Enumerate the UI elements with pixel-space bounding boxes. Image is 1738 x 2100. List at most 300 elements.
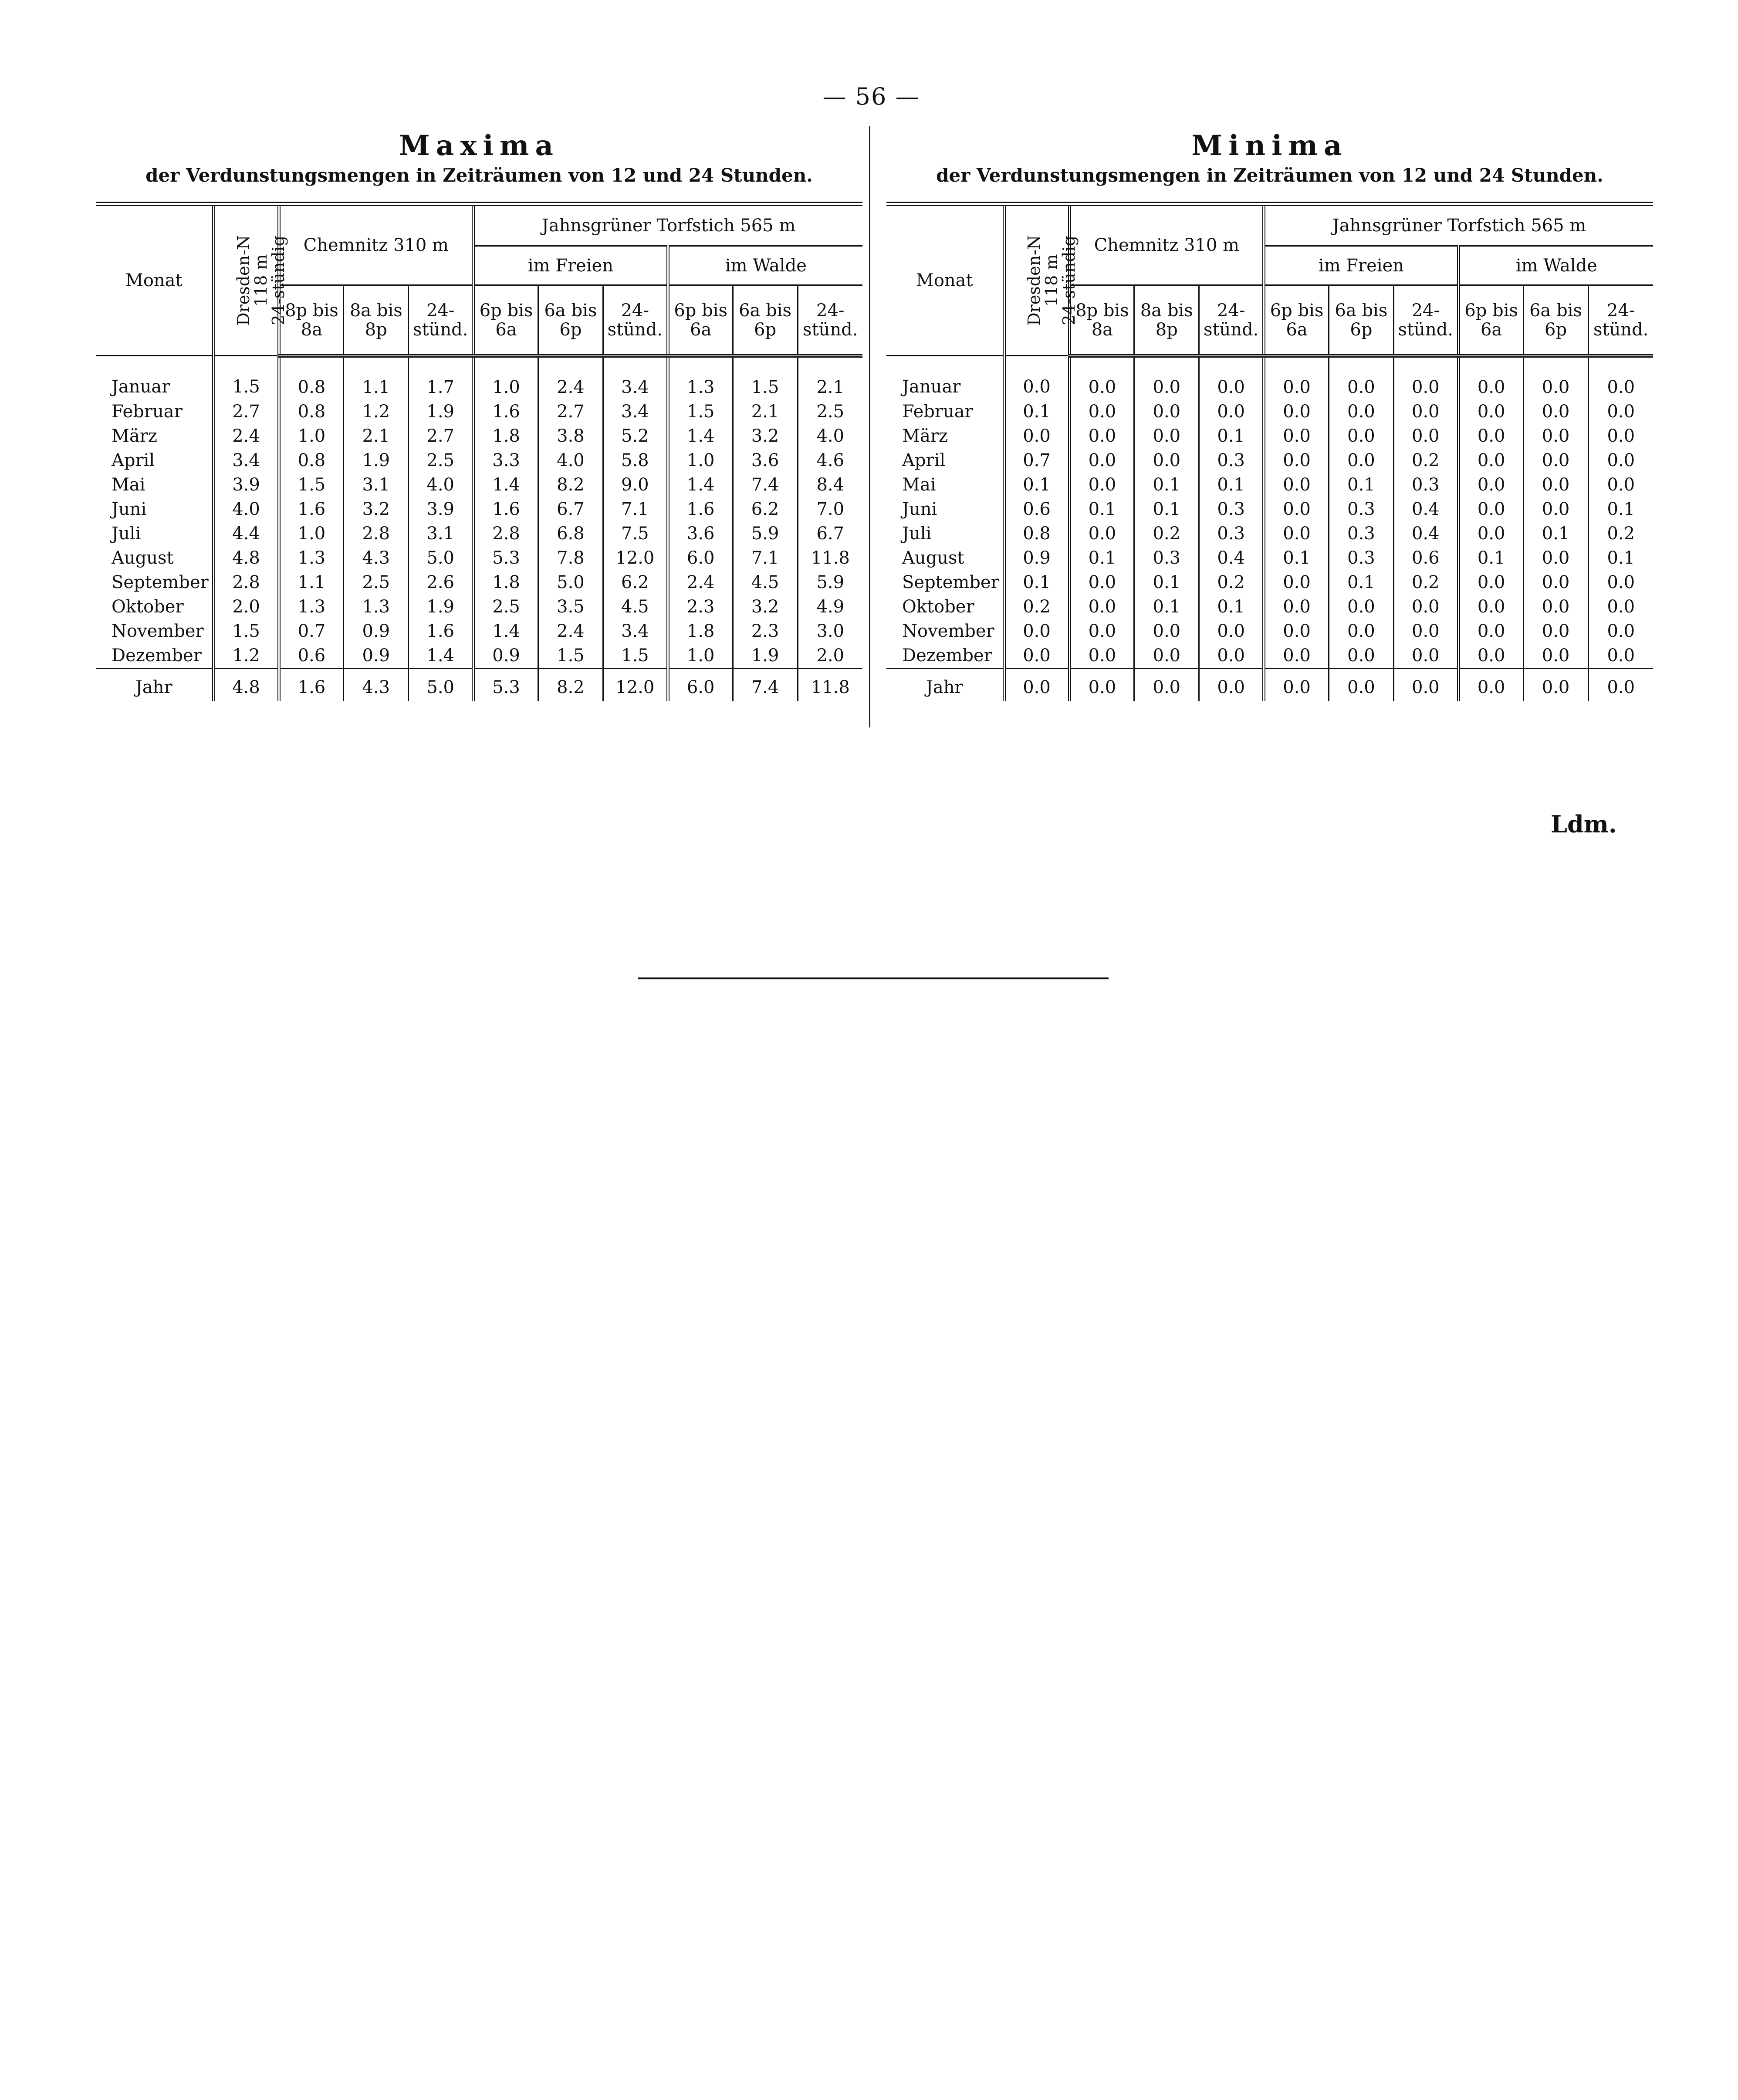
sub-header: 6p bis 6a <box>668 285 733 356</box>
table-row <box>96 595 862 619</box>
value-cell: 3.6 <box>668 521 733 546</box>
value-cell: 0.0 <box>1588 643 1653 669</box>
value-cell: 2.8 <box>213 570 279 595</box>
value-cell: 1.8 <box>473 424 538 448</box>
value-cell: 7.0 <box>798 497 862 521</box>
sub-header: 6p bis 6a <box>1264 285 1329 356</box>
value-cell: 2.4 <box>213 424 279 448</box>
value-cell: 0.0 <box>1523 619 1588 643</box>
value-cell: 3.6 <box>733 448 798 473</box>
header-im-walde: im Walde <box>1458 246 1653 285</box>
month-cell: Februar <box>902 401 973 422</box>
value-cell: 0.0 <box>1264 595 1329 619</box>
value-cell: 0.0 <box>1264 448 1329 473</box>
value-cell: 0.0 <box>1199 399 1264 424</box>
table-row <box>886 595 1653 619</box>
value-cell: 2.0 <box>213 595 279 619</box>
value-cell: 1.4 <box>473 473 538 497</box>
value-cell: 1.5 <box>603 643 668 669</box>
header-dresden-line2: 118 m <box>251 254 271 307</box>
value-cell: 4.8 <box>213 546 279 570</box>
value-cell: 3.4 <box>603 619 668 643</box>
sub-header: 24-stünd. <box>1393 285 1458 356</box>
value-cell: 0.8 <box>1004 521 1069 546</box>
value-cell: 0.0 <box>1329 668 1394 701</box>
header-im-freien: im Freien <box>473 246 668 285</box>
value-cell: 0.9 <box>1004 546 1069 570</box>
value-cell: 3.2 <box>344 497 409 521</box>
value-cell: 0.0 <box>1004 356 1069 399</box>
value-cell: 0.0 <box>1588 619 1653 643</box>
value-cell: 4.9 <box>798 595 862 619</box>
sub-header: 8a bis 8p <box>1134 285 1199 356</box>
header-dresden-line1: Dresden-N <box>233 235 253 326</box>
value-cell: 0.0 <box>1588 473 1653 497</box>
sub-header: 24-stünd. <box>1199 285 1264 356</box>
sub-header: 24-stünd. <box>1588 285 1653 356</box>
value-cell: 2.1 <box>733 399 798 424</box>
value-cell: 4.5 <box>733 570 798 595</box>
signature: Ldm. <box>1551 810 1617 838</box>
value-cell: 0.0 <box>1264 643 1329 669</box>
value-cell: 0.0 <box>1523 473 1588 497</box>
value-cell: 5.9 <box>733 521 798 546</box>
value-cell: 3.2 <box>733 424 798 448</box>
maxima-title: Maxima <box>399 129 559 162</box>
table-row <box>96 570 862 595</box>
value-cell: 0.0 <box>1329 643 1394 669</box>
value-cell: 0.4 <box>1199 546 1264 570</box>
sub-header: 6p bis 6a <box>473 285 538 356</box>
value-cell: 1.4 <box>668 473 733 497</box>
value-cell: 1.9 <box>409 595 473 619</box>
value-cell: 0.3 <box>1329 521 1394 546</box>
minima-table <box>886 202 1653 701</box>
sub-header: 8p bis 8a <box>1069 285 1134 356</box>
value-cell: 3.3 <box>473 448 538 473</box>
value-cell: 0.0 <box>1458 643 1523 669</box>
value-cell: 0.6 <box>1393 546 1458 570</box>
value-cell: 1.9 <box>409 399 473 424</box>
value-cell: 0.1 <box>1199 595 1264 619</box>
value-cell: 0.0 <box>1588 424 1653 448</box>
value-cell: 0.1 <box>1264 546 1329 570</box>
value-cell: 1.0 <box>668 643 733 669</box>
header-monat: Monat <box>96 204 213 356</box>
value-cell: 0.0 <box>1458 521 1523 546</box>
value-cell: 1.4 <box>473 619 538 643</box>
value-cell: 0.1 <box>1199 424 1264 448</box>
value-cell: 1.0 <box>279 424 344 448</box>
value-cell: 0.0 <box>1393 424 1458 448</box>
value-cell: 3.4 <box>603 356 668 399</box>
value-cell: 3.4 <box>603 399 668 424</box>
month-cell: April <box>112 450 155 470</box>
value-cell: 0.0 <box>1393 399 1458 424</box>
table-row <box>96 619 862 643</box>
month-cell: April <box>902 450 946 470</box>
value-cell: 12.0 <box>603 546 668 570</box>
value-cell: 0.0 <box>1458 448 1523 473</box>
month-cell: Januar <box>112 376 170 397</box>
value-cell: 1.3 <box>279 546 344 570</box>
month-cell: Mai <box>112 474 145 495</box>
value-cell: 12.0 <box>603 668 668 701</box>
header-monat: Monat <box>886 204 1004 356</box>
value-cell: 0.7 <box>1004 448 1069 473</box>
value-cell: 0.1 <box>1199 473 1264 497</box>
value-cell: 0.9 <box>344 643 409 669</box>
value-cell: 0.9 <box>473 643 538 669</box>
table-row <box>96 448 862 473</box>
value-cell: 1.4 <box>409 643 473 669</box>
table-row <box>96 473 862 497</box>
value-cell: 0.3 <box>1329 497 1394 521</box>
value-cell: 2.7 <box>538 399 603 424</box>
value-cell: 0.0 <box>1264 424 1329 448</box>
value-cell: 9.0 <box>603 473 668 497</box>
value-cell: 0.0 <box>1069 619 1134 643</box>
month-cell: Jahr <box>886 668 1004 701</box>
value-cell: 6.7 <box>798 521 862 546</box>
value-cell: 0.0 <box>1393 643 1458 669</box>
value-cell: 0.0 <box>1069 473 1134 497</box>
value-cell: 5.3 <box>473 546 538 570</box>
value-cell: 7.5 <box>603 521 668 546</box>
value-cell: 0.0 <box>1329 399 1394 424</box>
value-cell: 0.0 <box>1264 521 1329 546</box>
value-cell: 5.0 <box>538 570 603 595</box>
month-cell: August <box>902 548 964 568</box>
table-row <box>886 497 1653 521</box>
month-cell: Juli <box>112 523 141 544</box>
value-cell: 1.6 <box>279 497 344 521</box>
value-cell: 0.0 <box>1329 424 1394 448</box>
value-cell: 2.8 <box>344 521 409 546</box>
value-cell: 0.0 <box>1264 473 1329 497</box>
value-cell: 0.0 <box>1523 399 1588 424</box>
value-cell: 0.1 <box>1069 546 1134 570</box>
header-chemnitz: Chemnitz 310 m <box>1069 204 1264 285</box>
value-cell: 0.1 <box>1329 473 1394 497</box>
month-cell: Dezember <box>902 645 992 666</box>
sub-header: 6a bis 6p <box>538 285 603 356</box>
value-cell: 0.0 <box>1393 356 1458 399</box>
value-cell: 1.6 <box>668 497 733 521</box>
value-cell: 0.6 <box>1004 497 1069 521</box>
value-cell: 3.8 <box>538 424 603 448</box>
value-cell: 0.0 <box>1199 619 1264 643</box>
value-cell: 6.7 <box>538 497 603 521</box>
value-cell: 1.0 <box>473 356 538 399</box>
value-cell: 7.4 <box>733 668 798 701</box>
value-cell: 1.2 <box>213 643 279 669</box>
sub-header: 24-stünd. <box>798 285 862 356</box>
value-cell: 5.0 <box>409 546 473 570</box>
value-cell: 0.3 <box>1199 497 1264 521</box>
value-cell: 0.0 <box>1458 356 1523 399</box>
value-cell: 4.4 <box>213 521 279 546</box>
minima-title: Minima <box>1191 129 1348 162</box>
value-cell: 0.1 <box>1134 570 1199 595</box>
month-cell: Januar <box>902 376 961 397</box>
sub-header: 6a bis 6p <box>733 285 798 356</box>
value-cell: 4.8 <box>213 668 279 701</box>
minima-subtitle: der Verdunstungsmengen in Zeiträumen von 12 und 24 Stunden. <box>936 165 1603 186</box>
month-cell: Dezember <box>112 645 202 666</box>
value-cell: 0.1 <box>1588 546 1653 570</box>
value-cell: 4.6 <box>798 448 862 473</box>
table-row <box>886 424 1653 448</box>
value-cell: 0.0 <box>1264 399 1329 424</box>
value-cell: 0.2 <box>1393 570 1458 595</box>
header-dresden-line3: 24-stündig <box>1059 235 1079 325</box>
value-cell: 0.0 <box>1523 546 1588 570</box>
value-cell: 0.0 <box>1069 424 1134 448</box>
value-cell: 2.5 <box>409 448 473 473</box>
value-cell: 0.0 <box>1264 619 1329 643</box>
header-dresden-line1: Dresden-N <box>1024 235 1044 326</box>
month-cell: November <box>902 621 994 641</box>
value-cell: 1.5 <box>733 356 798 399</box>
year-row <box>96 668 862 701</box>
table-row <box>886 448 1653 473</box>
value-cell: 0.0 <box>1004 619 1069 643</box>
value-cell: 0.2 <box>1588 521 1653 546</box>
table-row <box>886 521 1653 546</box>
value-cell: 0.1 <box>1134 497 1199 521</box>
value-cell: 2.4 <box>538 356 603 399</box>
value-cell: 0.0 <box>1069 356 1134 399</box>
value-cell: 1.6 <box>409 619 473 643</box>
value-cell: 3.9 <box>409 497 473 521</box>
value-cell: 1.3 <box>279 595 344 619</box>
value-cell: 5.9 <box>798 570 862 595</box>
value-cell: 1.1 <box>344 356 409 399</box>
value-cell: 1.1 <box>279 570 344 595</box>
value-cell: 0.0 <box>1134 448 1199 473</box>
value-cell: 0.1 <box>1523 521 1588 546</box>
table-row <box>886 570 1653 595</box>
value-cell: 0.0 <box>1588 356 1653 399</box>
value-cell: 0.0 <box>1069 399 1134 424</box>
header-dresden-line2: 118 m <box>1041 254 1061 307</box>
value-cell: 1.0 <box>668 448 733 473</box>
value-cell: 0.0 <box>1069 595 1134 619</box>
minima-panel <box>886 131 1653 701</box>
header-dresden-line3: 24-stündig <box>268 235 288 325</box>
maxima-table <box>96 202 862 701</box>
value-cell: 2.5 <box>798 399 862 424</box>
value-cell: 3.5 <box>538 595 603 619</box>
value-cell: 0.0 <box>1004 424 1069 448</box>
value-cell: 2.4 <box>538 619 603 643</box>
value-cell: 0.0 <box>1393 619 1458 643</box>
value-cell: 0.0 <box>1069 570 1134 595</box>
sub-header: 8p bis 8a <box>279 285 344 356</box>
value-cell: 5.2 <box>603 424 668 448</box>
value-cell: 0.3 <box>1199 521 1264 546</box>
sub-header: 6a bis 6p <box>1329 285 1394 356</box>
value-cell: 1.3 <box>344 595 409 619</box>
value-cell: 3.4 <box>213 448 279 473</box>
month-cell: Februar <box>112 401 183 422</box>
value-cell: 8.2 <box>538 668 603 701</box>
value-cell: 0.0 <box>1588 595 1653 619</box>
value-cell: 0.0 <box>1588 570 1653 595</box>
value-cell: 0.0 <box>1264 668 1329 701</box>
value-cell: 8.2 <box>538 473 603 497</box>
header-jahnsgruen: Jahnsgrüner Torfstich 565 m <box>1264 204 1653 246</box>
value-cell: 4.5 <box>603 595 668 619</box>
table-row <box>886 643 1653 669</box>
value-cell: 1.9 <box>733 643 798 669</box>
value-cell: 0.8 <box>279 356 344 399</box>
value-cell: 0.0 <box>1458 595 1523 619</box>
value-cell: 0.1 <box>1069 497 1134 521</box>
value-cell: 0.0 <box>1523 643 1588 669</box>
month-cell: November <box>112 621 204 641</box>
sub-header: 24-stünd. <box>409 285 473 356</box>
value-cell: 6.0 <box>668 668 733 701</box>
value-cell: 2.7 <box>213 399 279 424</box>
table-row <box>96 521 862 546</box>
value-cell: 0.9 <box>344 619 409 643</box>
value-cell: 5.0 <box>409 668 473 701</box>
value-cell: 0.1 <box>1458 546 1523 570</box>
value-cell: 0.0 <box>1134 668 1199 701</box>
value-cell: 0.0 <box>1069 521 1134 546</box>
value-cell: 3.9 <box>213 473 279 497</box>
value-cell: 2.8 <box>473 521 538 546</box>
maxima-panel <box>96 131 862 701</box>
value-cell: 7.1 <box>733 546 798 570</box>
value-cell: 0.0 <box>1458 668 1523 701</box>
value-cell: 0.0 <box>1393 595 1458 619</box>
value-cell: 0.4 <box>1393 521 1458 546</box>
header-im-freien: im Freien <box>1264 246 1459 285</box>
value-cell: 6.2 <box>603 570 668 595</box>
value-cell: 0.0 <box>1458 424 1523 448</box>
month-cell: März <box>112 426 157 446</box>
table-row <box>96 399 862 424</box>
month-cell: Mai <box>902 474 936 495</box>
month-cell: August <box>112 548 174 568</box>
value-cell: 11.8 <box>798 668 862 701</box>
value-cell: 4.0 <box>538 448 603 473</box>
value-cell: 0.0 <box>1588 399 1653 424</box>
value-cell: 0.1 <box>1134 595 1199 619</box>
value-cell: 0.8 <box>279 448 344 473</box>
value-cell: 1.5 <box>213 619 279 643</box>
value-cell: 0.0 <box>1134 643 1199 669</box>
table-row <box>96 546 862 570</box>
value-cell: 0.1 <box>1588 497 1653 521</box>
value-cell: 0.0 <box>1199 668 1264 701</box>
value-cell: 0.0 <box>1523 595 1588 619</box>
value-cell: 1.5 <box>668 399 733 424</box>
value-cell: 6.8 <box>538 521 603 546</box>
column-divider <box>869 126 870 727</box>
value-cell: 0.6 <box>279 643 344 669</box>
table-row <box>96 497 862 521</box>
value-cell: 2.5 <box>344 570 409 595</box>
table-row <box>886 546 1653 570</box>
value-cell: 5.8 <box>603 448 668 473</box>
maxima-subtitle: der Verdunstungsmengen in Zeiträumen von 12 und 24 Stunden. <box>145 165 813 186</box>
value-cell: 0.1 <box>1004 473 1069 497</box>
value-cell: 0.2 <box>1393 448 1458 473</box>
month-cell: Juli <box>902 523 932 544</box>
value-cell: 0.3 <box>1134 546 1199 570</box>
value-cell: 0.1 <box>1004 399 1069 424</box>
value-cell: 0.0 <box>1458 497 1523 521</box>
value-cell: 4.0 <box>798 424 862 448</box>
value-cell: 0.0 <box>1329 595 1394 619</box>
value-cell: 0.1 <box>1329 570 1394 595</box>
value-cell: 0.0 <box>1523 424 1588 448</box>
sub-header: 24-stünd. <box>603 285 668 356</box>
table-row <box>96 356 862 399</box>
value-cell: 0.0 <box>1588 668 1653 701</box>
sub-header: 8a bis 8p <box>344 285 409 356</box>
value-cell: 3.2 <box>733 595 798 619</box>
table-row <box>886 473 1653 497</box>
header-jahnsgruen: Jahnsgrüner Torfstich 565 m <box>473 204 862 246</box>
value-cell: 7.8 <box>538 546 603 570</box>
value-cell: 0.0 <box>1264 497 1329 521</box>
value-cell: 0.0 <box>1264 570 1329 595</box>
value-cell: 0.0 <box>1199 643 1264 669</box>
value-cell: 3.1 <box>344 473 409 497</box>
value-cell: 3.1 <box>409 521 473 546</box>
value-cell: 0.4 <box>1393 497 1458 521</box>
value-cell: 0.0 <box>1134 356 1199 399</box>
value-cell: 0.0 <box>1329 448 1394 473</box>
value-cell: 0.0 <box>1329 356 1394 399</box>
value-cell: 7.1 <box>603 497 668 521</box>
value-cell: 0.3 <box>1393 473 1458 497</box>
value-cell: 1.8 <box>668 619 733 643</box>
value-cell: 0.3 <box>1329 546 1394 570</box>
value-cell: 1.9 <box>344 448 409 473</box>
table-row <box>886 356 1653 399</box>
month-cell: Jahr <box>96 668 213 701</box>
value-cell: 1.2 <box>344 399 409 424</box>
value-cell: 2.1 <box>344 424 409 448</box>
value-cell: 2.3 <box>668 595 733 619</box>
value-cell: 3.0 <box>798 619 862 643</box>
value-cell: 4.0 <box>213 497 279 521</box>
value-cell: 0.0 <box>1134 619 1199 643</box>
value-cell: 4.3 <box>344 546 409 570</box>
value-cell: 2.0 <box>798 643 862 669</box>
value-cell: 4.0 <box>409 473 473 497</box>
value-cell: 2.7 <box>409 424 473 448</box>
header-im-walde: im Walde <box>668 246 862 285</box>
value-cell: 0.0 <box>1069 448 1134 473</box>
value-cell: 0.0 <box>1134 399 1199 424</box>
value-cell: 1.5 <box>538 643 603 669</box>
month-cell: Juni <box>112 499 147 519</box>
value-cell: 0.0 <box>1523 570 1588 595</box>
table-row <box>96 424 862 448</box>
value-cell: 0.0 <box>1523 668 1588 701</box>
value-cell: 0.0 <box>1264 356 1329 399</box>
value-cell: 0.0 <box>1134 424 1199 448</box>
value-cell: 0.0 <box>1458 399 1523 424</box>
value-cell: 7.4 <box>733 473 798 497</box>
